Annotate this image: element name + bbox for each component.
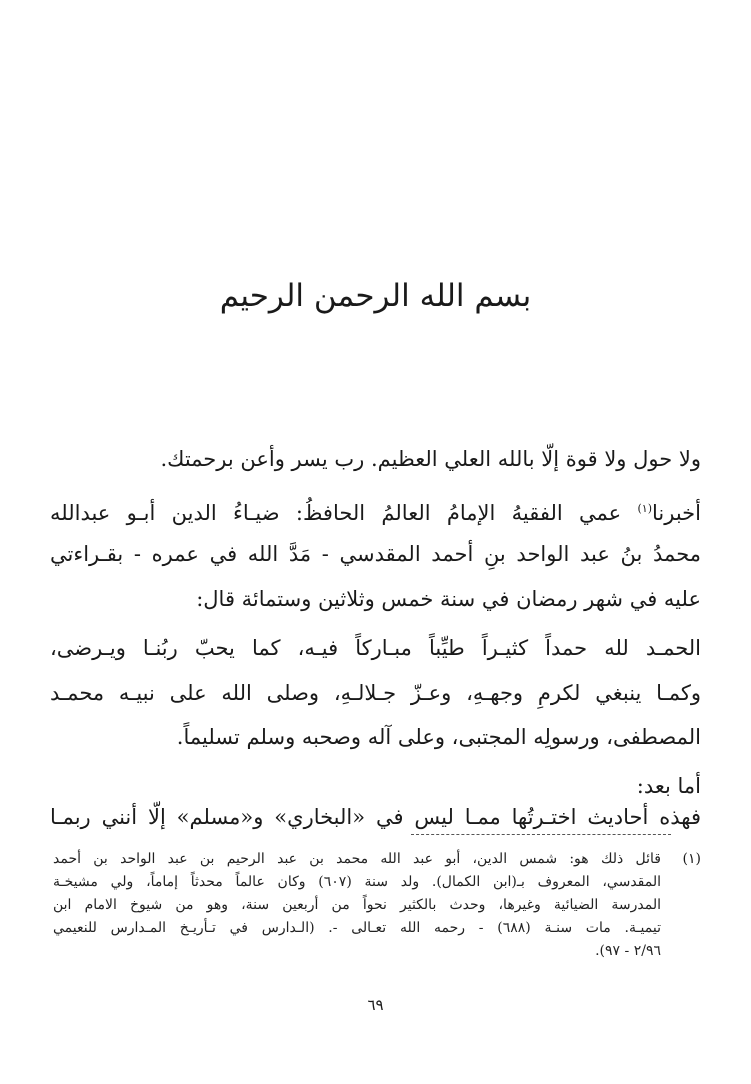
footnote-line5: ٢/٩٦ - ٩٧).: [595, 943, 661, 959]
footnote-separator: [411, 834, 671, 835]
amma-baad-line: أما بعد:: [636, 774, 701, 798]
para1-line1: [50, 494, 701, 528]
footnote-line3: المدرسة الضيائية وغيرها، وحدث بالكثير نحواً من أربعين سنة، وهو من شيوخ الامام ابن: [53, 897, 661, 913]
para2-line1: الحمـد لله حمداً كثيـراً طيِّباً مبـاركاً فيـه، كما يحبّ ربُنـا ويـرضى،: [50, 636, 701, 660]
footnote-line4: تيميـة. مات سنـة (٦٨٨) - رحمه الله تعـالى -. (الـدارس في تـأريـخ المـدارس للنعيمي: [53, 920, 661, 936]
para1-line3: عليه في شهر رمضان في سنة خمس وثلاثين وستمائة قال:: [196, 587, 701, 611]
para1-line2: محمدُ بنُ عبد الواحد بنِ أحمد المقدسي - مَدَّ الله في عمره - بقـراءتي: [50, 542, 701, 566]
invocation-line: ولا حول ولا قوة إلّا بالله العلي العظيم. رب يسر وأعن برحمتك.: [160, 447, 701, 471]
footnote-marker: (١): [682, 851, 701, 867]
page-number: ٦٩: [367, 996, 384, 1014]
basmala-heading: بسم الله الرحمن الرحيم: [219, 278, 532, 314]
footnote-line1: قائل ذلك هو: شمس الدين، أبو عبد الله محمد بن عبد الرحيم بن عبد الواحد بن أحمد: [53, 851, 661, 867]
para2-line3: المصطفى، ورسولِه المجتبى، وعلى آله وصحبه وسلم تسليماً.: [176, 725, 701, 749]
para2-line2: وكمـا ينبغي لكرمِ وجهـهِ، وعـزّ جـلالـهِ، وصلى الله على نبيـه محمـد: [50, 681, 701, 705]
para1-line1-start: أخبرنا: [652, 501, 701, 525]
final-body-line: فهذه أحاديث اختـرتُها ممـا ليس في «البخاري» و«مسلم» إلّا أنني ربمـا: [50, 805, 701, 829]
footnote-line2: المقدسي، المعروف بـ(ابن الكمال). ولد سنة (٦٠٧) وكان عالماً محدثاً إماماً، ولي مشيخـة: [53, 874, 661, 890]
para1-line1-rest: عمي الفقيهُ الإمامُ العالمُ الحافظُ: ضيـاءُ الدين أبـو عبدالله: [50, 501, 622, 525]
footnote-reference: (١): [637, 502, 653, 515]
